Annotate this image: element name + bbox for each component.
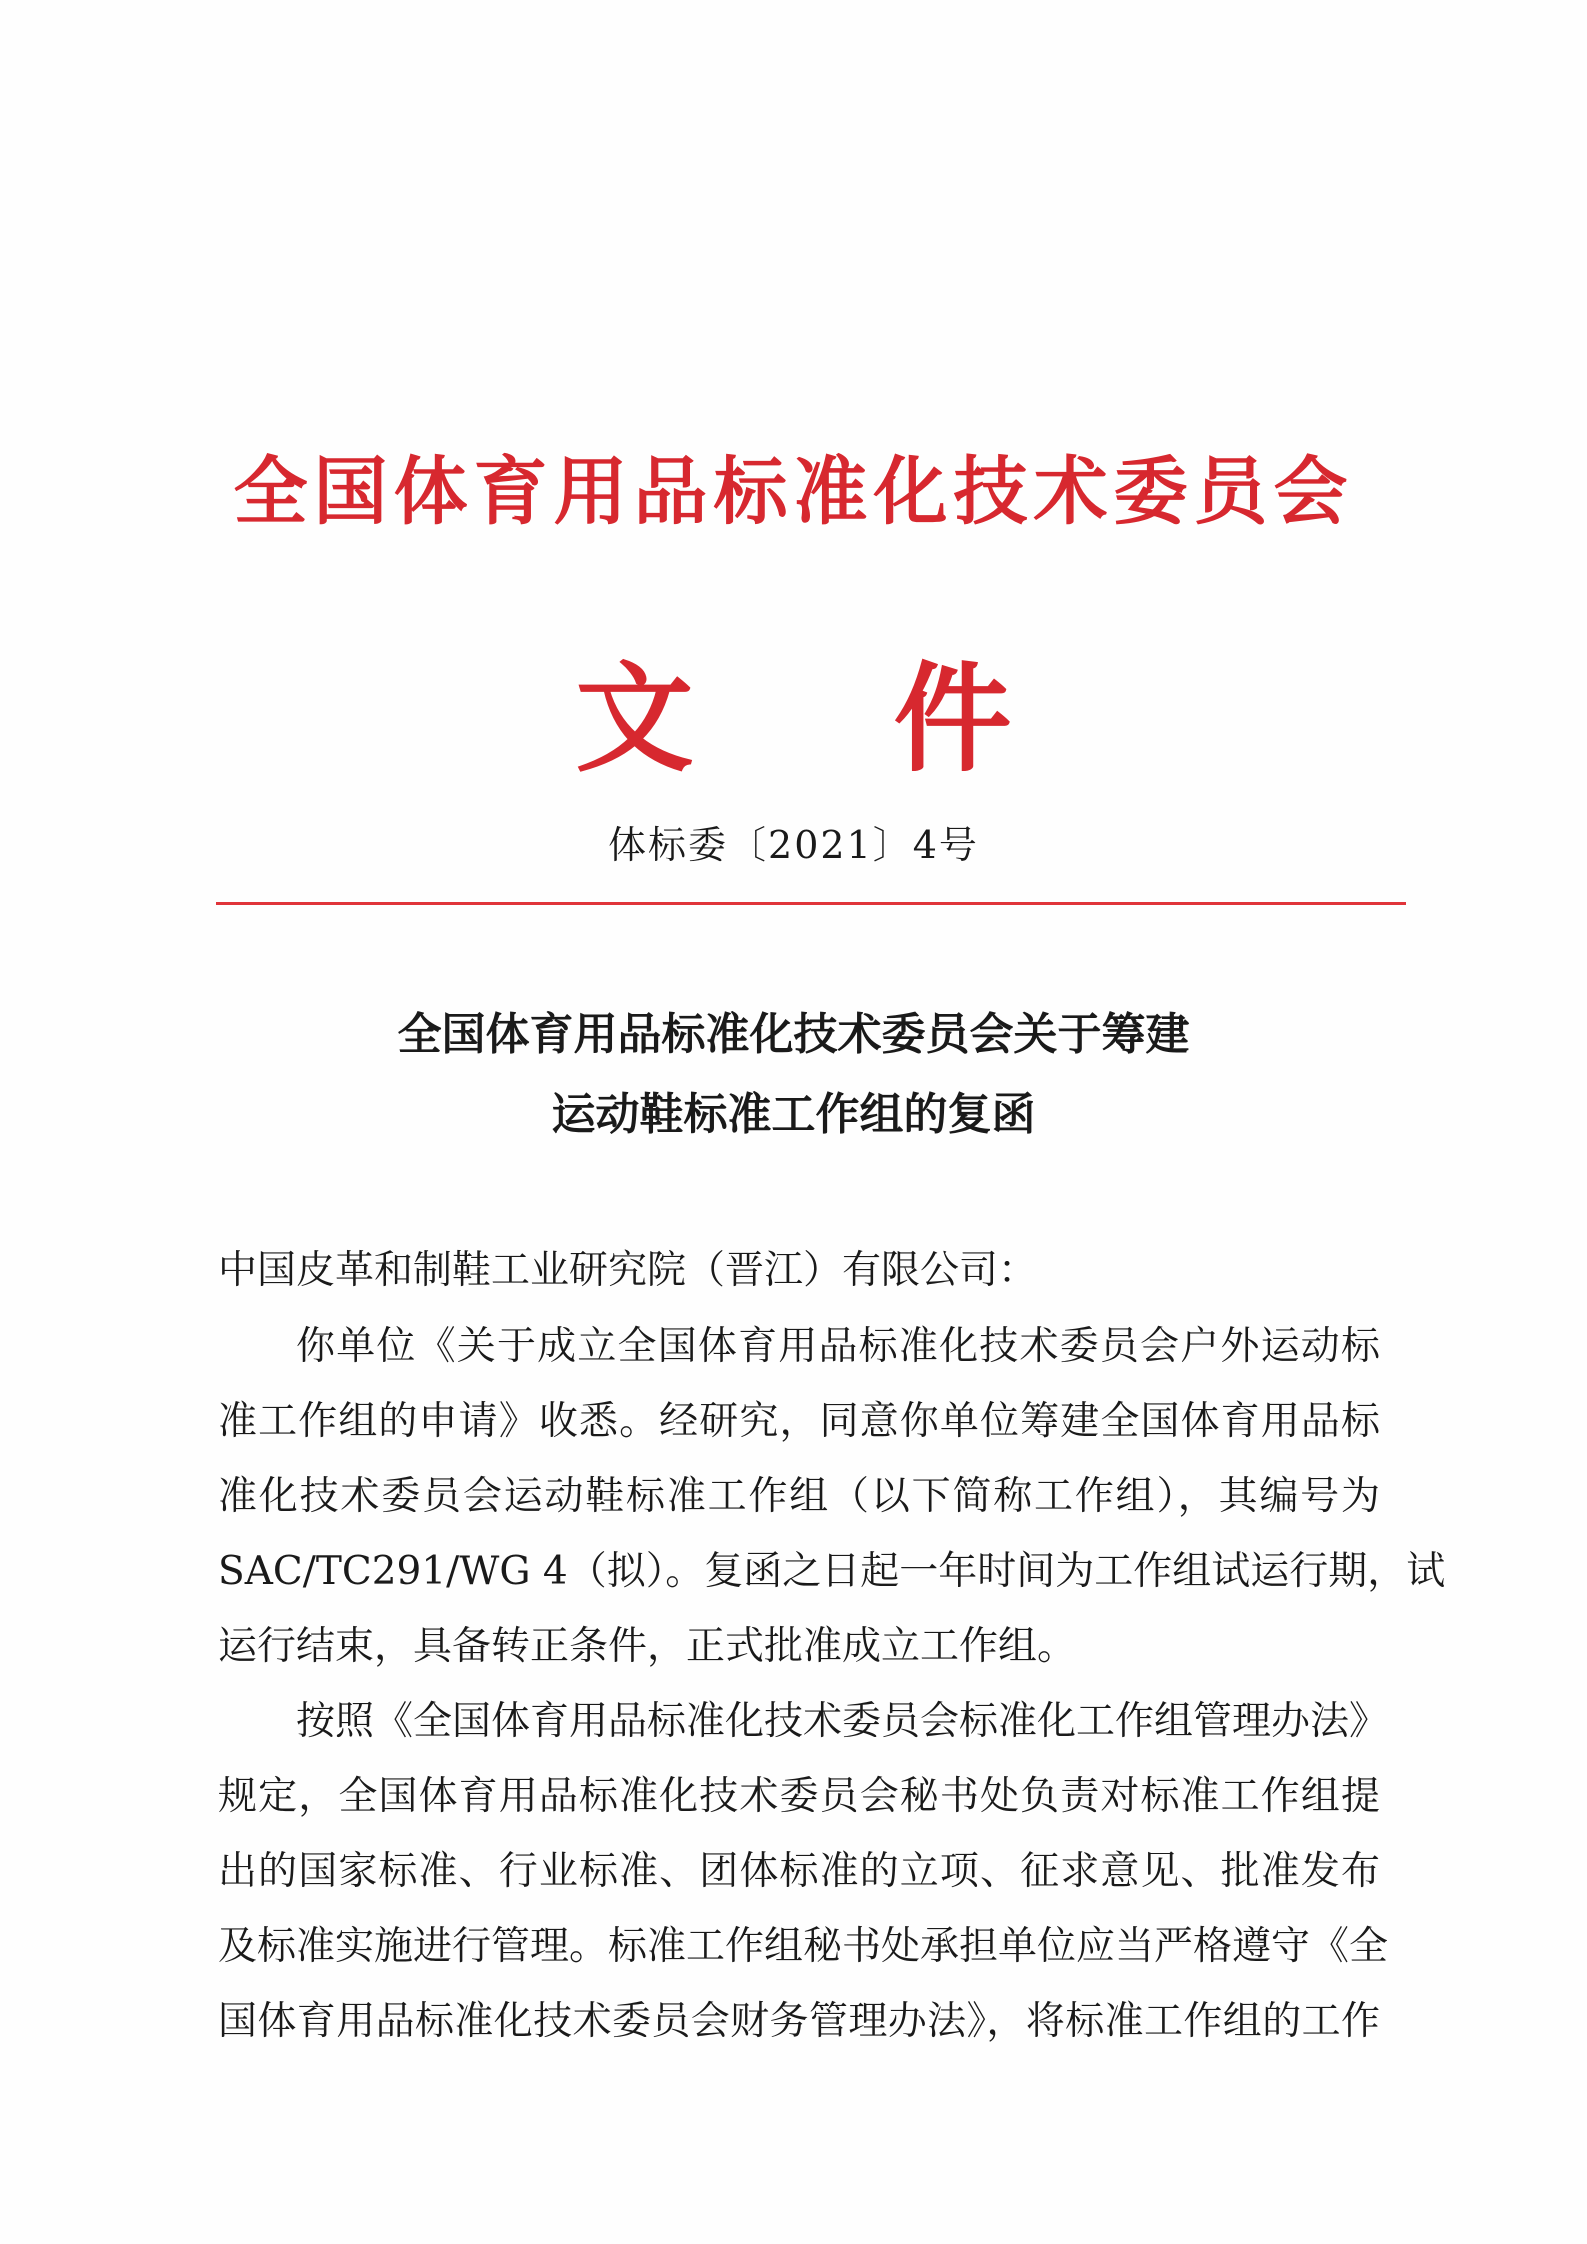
document-number: 体标委〔2021〕4号 [608,823,979,867]
paragraph-1-line-3: 准化技术委员会运动鞋标准工作组（以下简称工作组），其编号为 [218,1474,1380,1519]
document-type-heading [0,650,1587,788]
document-type-char-2: 件 [893,650,1012,788]
paragraph-1-line-5: 运行结束，具备转正条件，正式批准成立工作组。 [218,1624,1077,1669]
paragraph-1-line-2: 准工作组的申请》收悉。经研究，同意你单位筹建全国体育用品标 [218,1399,1380,1444]
document-title-line-2: 运动鞋标准工作组的复函 [551,1089,1036,1140]
paragraph-2-line-5: 国体育用品标准化技术委员会财务管理办法》，将标准工作组的工作 [218,1999,1380,2044]
paragraph-1-line-4: SAC/TC291/WG 4（拟）。复函之日起一年时间为工作组试运行期，试 [218,1549,1446,1594]
paragraph-2-line-4: 及标准实施进行管理。标准工作组秘书处承担单位应当严格遵守《全 [218,1924,1389,1969]
document-title-line-1: 全国体育用品标准化技术委员会关于筹建 [397,1009,1190,1060]
paragraph-1-line-1: 你单位《关于成立全国体育用品标准化技术委员会户外运动标 [296,1324,1380,1369]
paragraph-2-line-2: 规定，全国体育用品标准化技术委员会秘书处负责对标准工作组提 [218,1774,1380,1819]
issuing-organization-header: 全国体育用品标准化技术委员会 [233,449,1354,535]
paragraph-2-line-3: 出的国家标准、行业标准、团体标准的立项、征求意见、批准发布 [218,1849,1380,1894]
salutation: 中国皮革和制鞋工业研究院（晋江）有限公司： [218,1248,1038,1293]
paragraph-2-line-1: 按照《全国体育用品标准化技术委员会标准化工作组管理办法》 [296,1699,1389,1744]
red-divider-line [216,902,1406,905]
document-type-char-1: 文 [575,650,694,788]
